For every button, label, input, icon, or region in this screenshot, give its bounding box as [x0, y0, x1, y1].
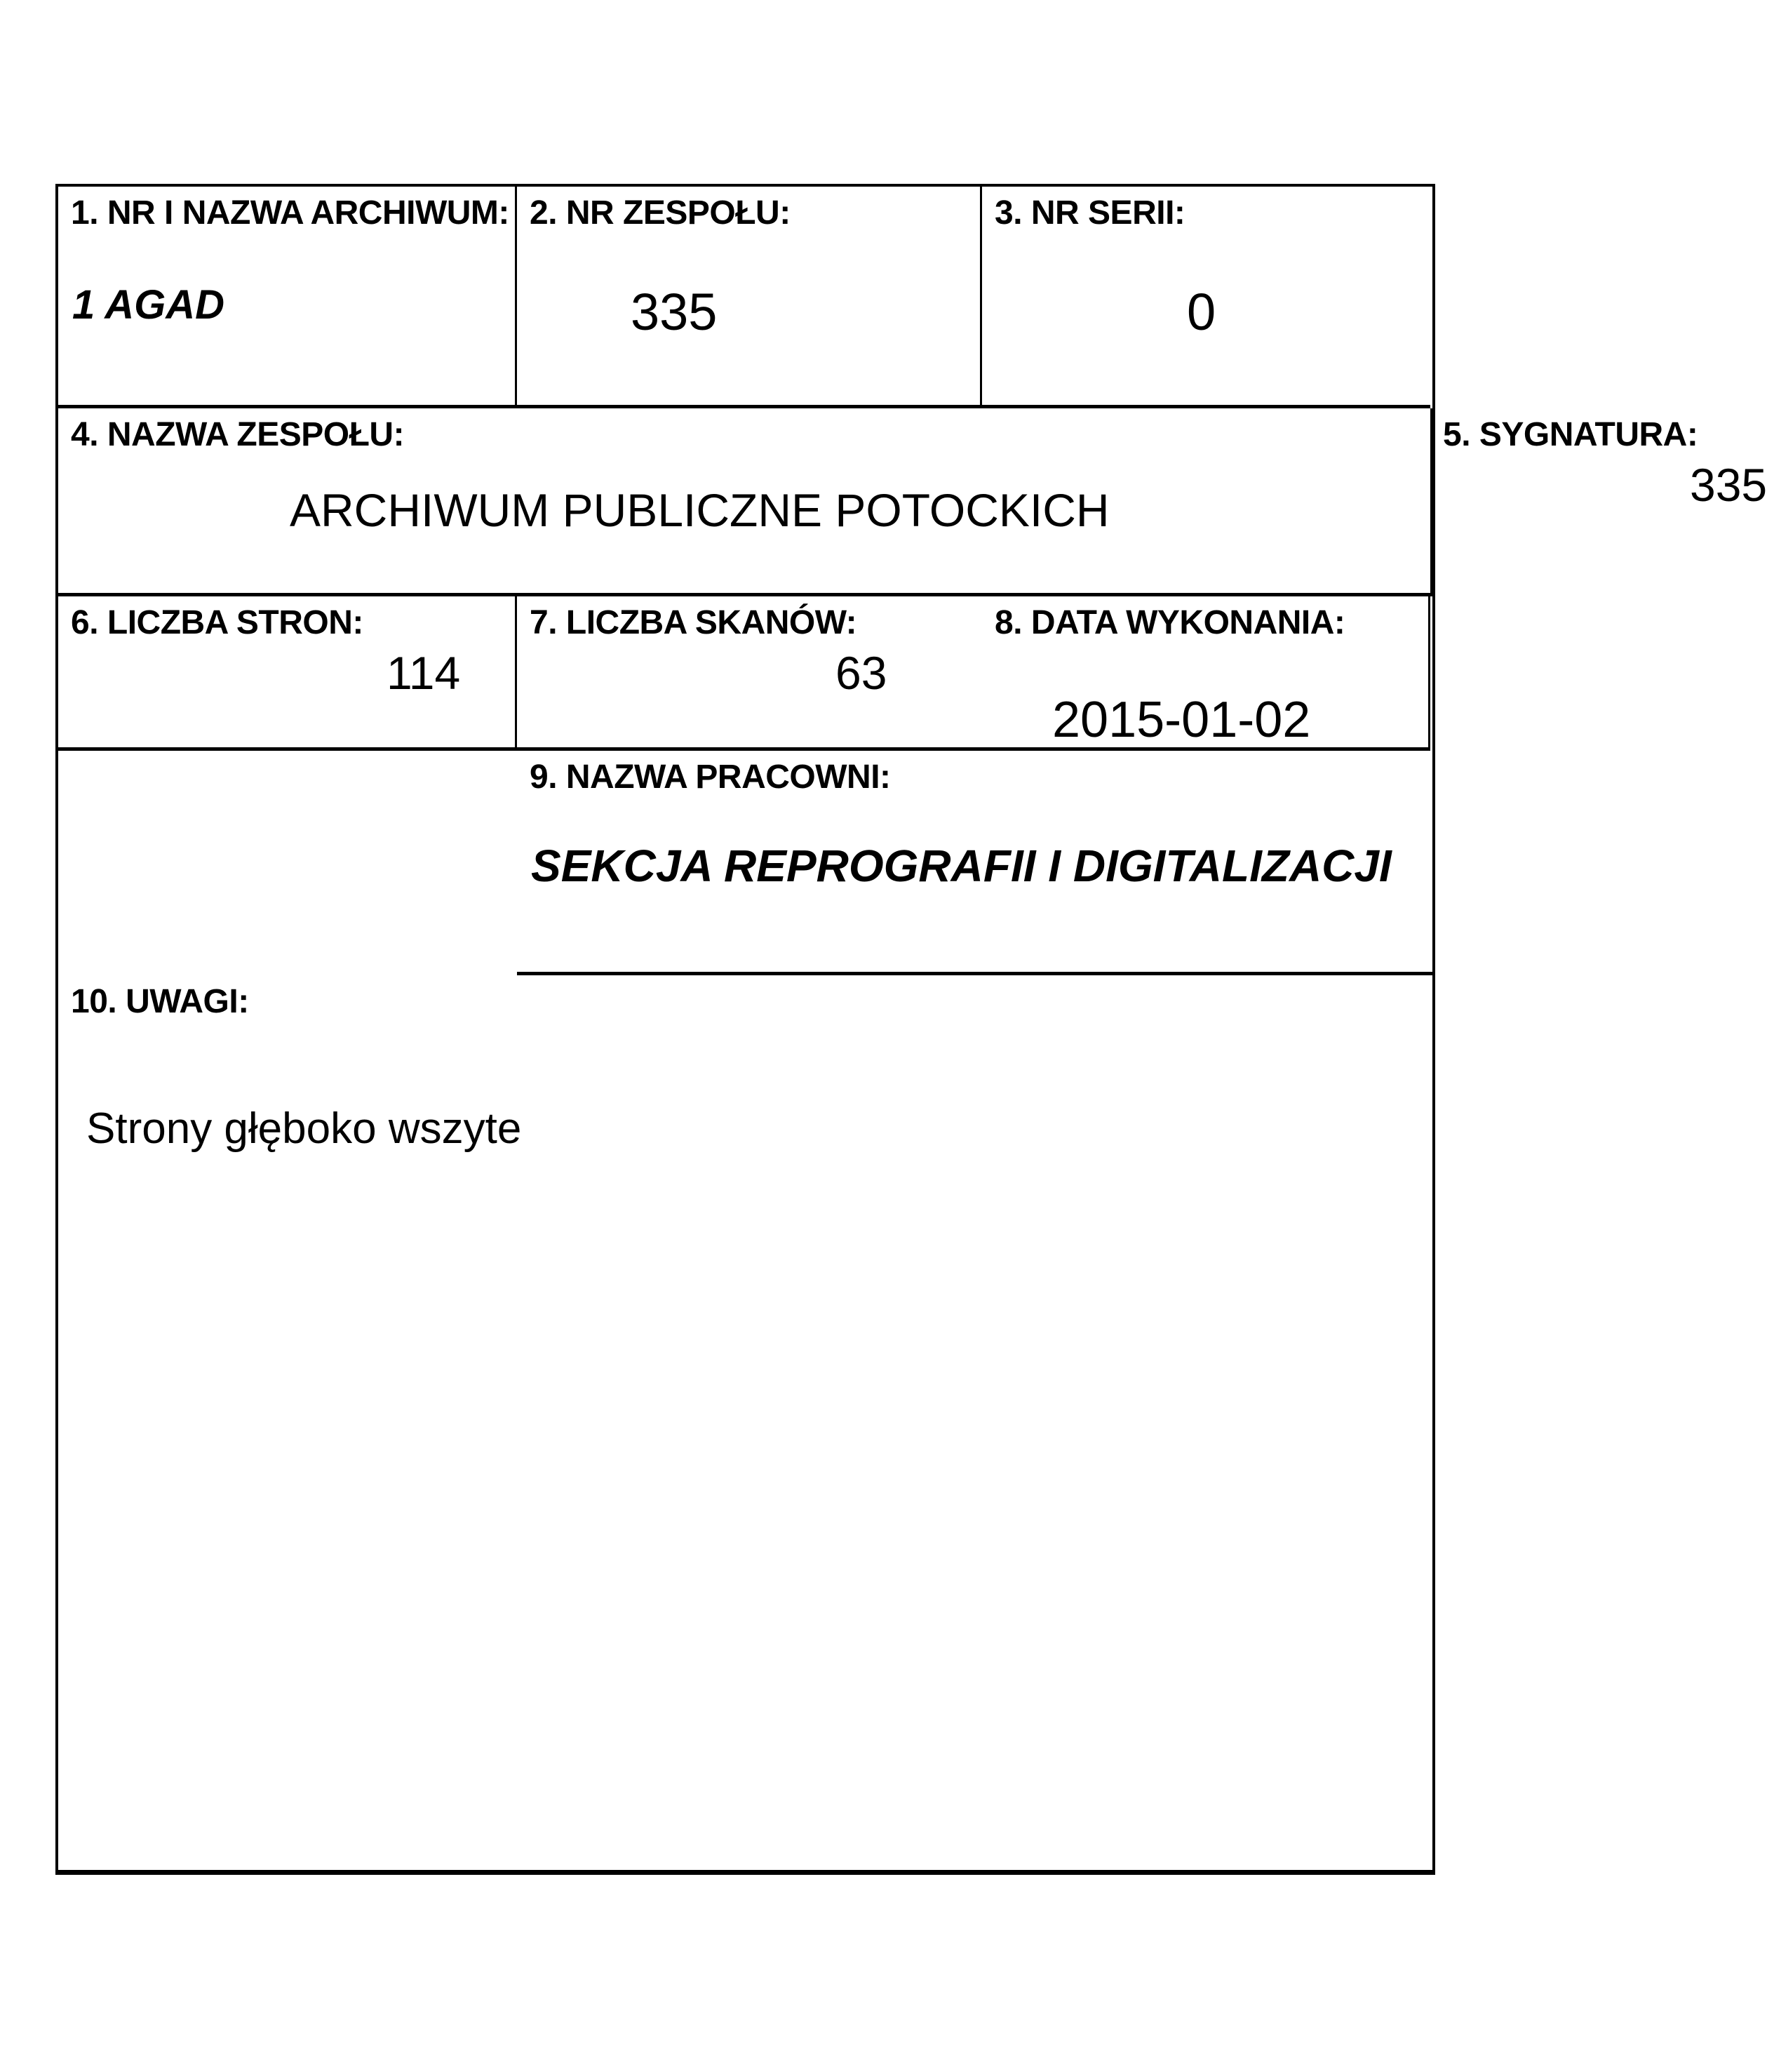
- field-data-wykonania: [982, 596, 1430, 751]
- field-liczba-stron-value: 114: [387, 647, 461, 699]
- field-liczba-skanow: [517, 596, 982, 751]
- field-nazwa-pracowni-label: 9. NAZWA PRACOWNI:: [530, 758, 891, 796]
- field-liczba-stron: [58, 596, 517, 751]
- field-nr-zespolu: [517, 187, 982, 408]
- field-liczba-skanow-value: 63: [835, 647, 887, 699]
- field-data-wykonania-value: 2015-01-02: [1052, 692, 1311, 748]
- field-nr-i-nazwa-archiwum-value: 1 AGAD: [72, 282, 224, 328]
- field-liczba-skanow-label: 7. LICZBA SKANÓW:: [530, 604, 857, 641]
- field-nazwa-pracowni-value: SEKCJA REPROGRAFII I DIGITALIZACJI: [531, 841, 1392, 891]
- field-uwagi: [58, 975, 1430, 1870]
- field-nazwa-zespolu: [58, 408, 1430, 596]
- field-nr-serii: [982, 187, 1430, 408]
- field-nr-i-nazwa-archiwum: [58, 187, 517, 408]
- field-nazwa-pracowni: [517, 751, 1432, 975]
- field-nazwa-zespolu-label: 4. NAZWA ZESPOŁU:: [71, 416, 405, 453]
- field-nr-zespolu-value: 335: [631, 283, 718, 341]
- field-nr-zespolu-label: 2. NR ZESPOŁU:: [530, 194, 791, 232]
- field-sygnatura-label: 5. SYGNATURA:: [1443, 416, 1698, 453]
- field-liczba-stron-label: 6. LICZBA STRON:: [71, 604, 363, 641]
- field-data-wykonania-label: 8. DATA WYKONANIA:: [995, 604, 1345, 641]
- field-uwagi-value: Strony głęboko wszyte: [86, 1104, 522, 1153]
- field-nr-i-nazwa-archiwum-label: 1. NR I NAZWA ARCHIWUM:: [71, 194, 509, 232]
- digitization-metadata-table: [55, 184, 1767, 1875]
- field-nazwa-zespolu-value: ARCHIWUM PUBLICZNE POTOCKICH: [290, 484, 1110, 536]
- field-sygnatura: [1430, 408, 1767, 596]
- field-uwagi-label: 10. UWAGI:: [71, 983, 249, 1020]
- field-sygnatura-value: 335: [1690, 459, 1767, 511]
- field-nr-serii-value: 0: [1187, 283, 1216, 341]
- field-nr-serii-label: 3. NR SERII:: [995, 194, 1185, 232]
